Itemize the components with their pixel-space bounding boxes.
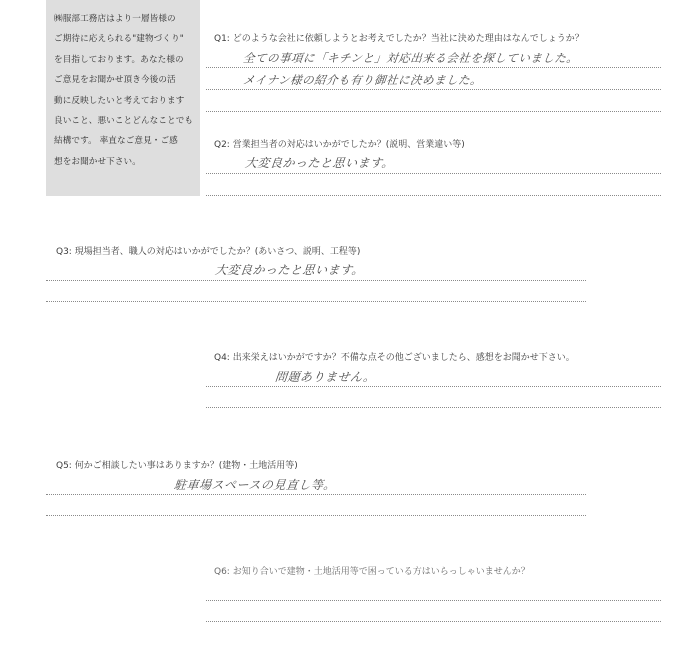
answer-line: [46, 494, 586, 495]
answer-2: 大変良かったと思います。: [244, 156, 395, 170]
intro-box: [46, 0, 200, 196]
answer-1-line-2: メイナン様の紹介も有り御社に決めました。: [242, 73, 483, 87]
question-3: Q3: 現場担当者、職人の対応はいかがでしたか？(あいさつ、説明、工程等): [56, 247, 361, 257]
question-4: Q4: 出来栄えはいかがですか？不備な点その他ございましたら、感想をお聞かせ下さい。: [214, 353, 575, 363]
answer-line: [206, 195, 661, 196]
question-6: Q6: お知り合いで建物・土地活用等で困っている方はいらっしゃいませんか？: [214, 567, 530, 577]
answer-3: 大変良かったと思います。: [214, 263, 365, 277]
answer-line: [206, 173, 661, 174]
answer-5: 駐車場スペースの見直し等。: [173, 478, 337, 492]
answer-line: [206, 407, 661, 408]
answer-line: [206, 600, 661, 601]
answer-line: [46, 301, 586, 302]
answer-line: [206, 386, 661, 387]
answer-line: [206, 621, 661, 622]
answer-line: [46, 515, 586, 516]
answer-line: [206, 67, 661, 68]
answer-4: 問題ありません。: [274, 370, 377, 384]
question-2: Q2: 営業担当者の対応はいかがでしたか？(説明、営業違い等): [214, 140, 465, 150]
question-1: Q1: どのような会社に依頼しようとお考えでしたか？当社に決めた理由はなんでしょうか？: [214, 34, 584, 44]
intro-text: ㈱服部工務店はより一層皆様の ご期待に応えられる"建物づくり" を目指しております。あなた様の ご意見をお聞かせ頂き今後の活 動に反映したいと考えております 良いこと、悪いことどんなことでも 結構です。 率直なご意見・ご感 想をお聞かせ下さい。: [54, 14, 194, 167]
answer-line: [206, 111, 661, 112]
answer-1-line-1: 全ての事項に「キチンと」対応出来る会社を探していました。: [242, 51, 580, 65]
question-5: Q5: 何かご相談したい事はありますか？(建物・土地活用等): [56, 461, 298, 471]
answer-line: [206, 89, 661, 90]
answer-line: [46, 280, 586, 281]
